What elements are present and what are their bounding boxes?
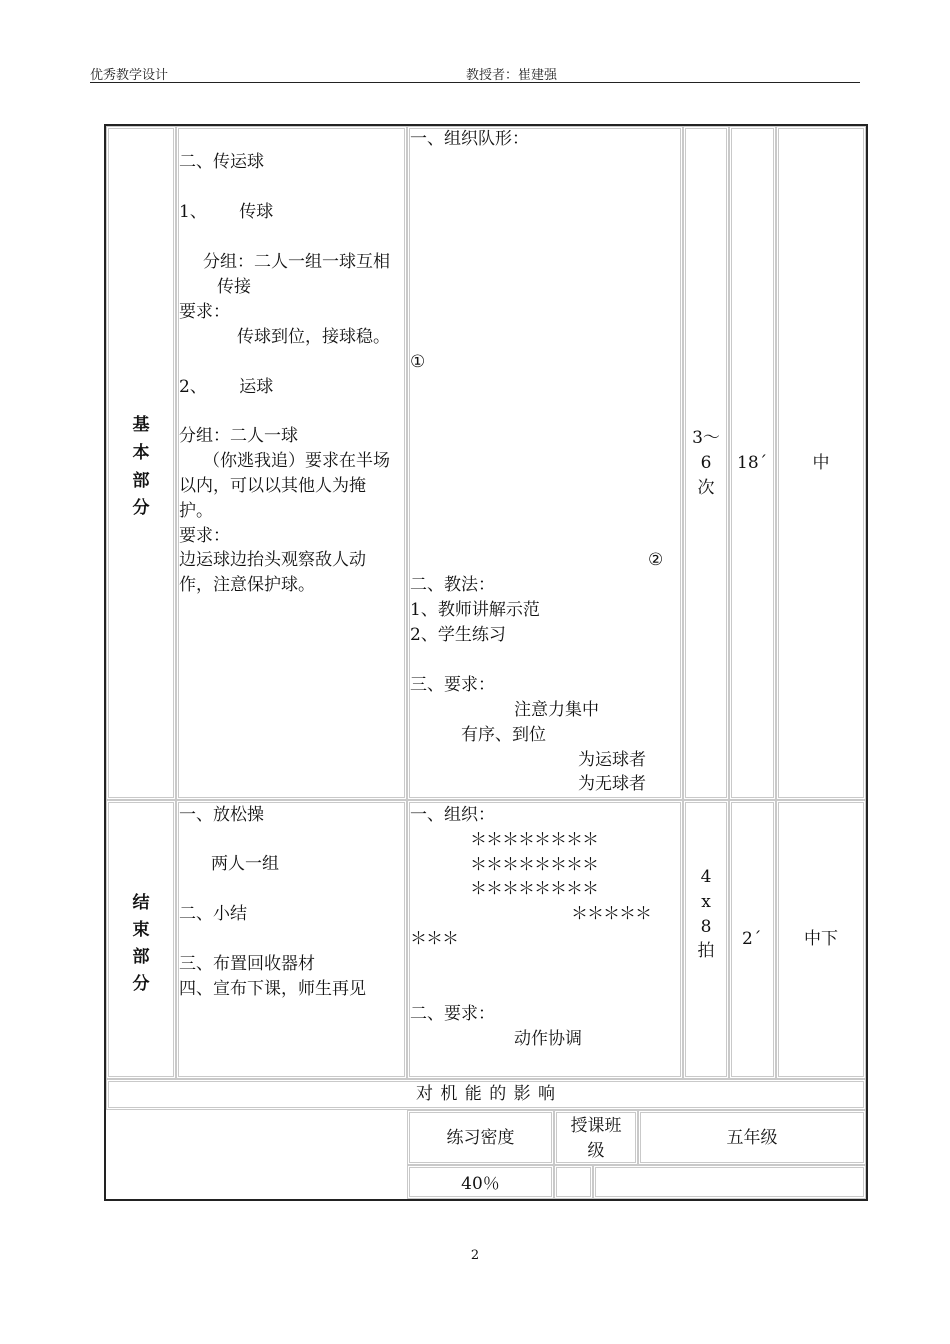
content-line: 两人一组 <box>211 854 279 874</box>
method-line: 为无球者 <box>578 774 646 794</box>
content-line: 一、放松操 <box>179 805 264 825</box>
content-line: 以内，可以以其他人为掩 <box>179 476 366 496</box>
header-author: 教授者：崔建强 <box>466 68 558 83</box>
content-line: 分组：二人一球 <box>179 426 298 446</box>
formation-row: ＊＊＊＊＊ <box>571 904 651 924</box>
method-line: 二、教法： <box>410 575 495 595</box>
content-line: 二、小结 <box>179 904 247 924</box>
class-label-line2: 级 <box>587 1141 605 1161</box>
method-line: 有序、到位 <box>461 725 546 745</box>
density-value: 40％ <box>461 1174 500 1194</box>
formation-row: ＊＊＊＊＊＊＊＊ <box>470 855 598 875</box>
method-line: 1、教师讲解示范 <box>410 600 540 620</box>
content-line: 作，注意保护球。 <box>179 575 315 595</box>
end-duration: 2´ <box>742 929 762 949</box>
position-marker-1: ① <box>410 352 426 372</box>
content-line: 二、传运球 <box>179 152 264 172</box>
basic-duration: 18´ <box>737 453 768 473</box>
method-line: 一、组织： <box>410 805 495 825</box>
method-line: 注意力集中 <box>514 700 599 720</box>
content-line: 要求： <box>179 302 230 322</box>
empty-cell <box>554 1165 593 1199</box>
function-impact-title: 对 机 能 的 影 响 <box>415 1084 557 1104</box>
method-line: 动作协调 <box>514 1029 582 1049</box>
header-rule <box>90 82 860 83</box>
content-line: 1、 传球 <box>179 202 274 222</box>
content-line: 传接 <box>217 277 251 297</box>
formation-row: ＊＊＊ <box>410 929 458 949</box>
content-line: 边运球边抬头观察敌人动 <box>179 550 366 570</box>
content-line: 四、宣布下课，师生再见 <box>179 979 366 999</box>
page-number: 2 <box>470 1248 480 1263</box>
method-line: 二、要求： <box>410 1004 495 1024</box>
class-value: 五年级 <box>726 1128 778 1148</box>
content-line: （你逃我追）要求在半场 <box>203 451 390 471</box>
end-content-cell <box>176 800 407 1079</box>
position-marker-2: ② <box>648 550 664 570</box>
content-line: 分组：二人一组一球互相 <box>203 252 390 272</box>
method-line: 2、学生练习 <box>410 625 506 645</box>
density-label: 练习密度 <box>446 1128 515 1148</box>
content-line: 传球到位，接球稳。 <box>237 327 390 347</box>
header-left: 优秀教学设计 <box>90 68 169 83</box>
class-label-line1: 授课班 <box>570 1116 622 1136</box>
empty-cell <box>593 1165 866 1199</box>
content-line: 三、布置回收器材 <box>179 954 315 974</box>
formation-row: ＊＊＊＊＊＊＊＊ <box>470 879 598 899</box>
content-line: 2、 运球 <box>179 377 274 397</box>
method-line: 三、要求： <box>410 675 495 695</box>
formation-row: ＊＊＊＊＊＊＊＊ <box>470 830 598 850</box>
end-intensity: 中下 <box>804 929 838 949</box>
basic-intensity: 中 <box>812 453 830 473</box>
method-line: 为运球者 <box>578 750 646 770</box>
method-line: 一、组织队形： <box>410 129 529 149</box>
content-line: 护。 <box>179 501 213 521</box>
content-line: 要求： <box>179 526 230 546</box>
